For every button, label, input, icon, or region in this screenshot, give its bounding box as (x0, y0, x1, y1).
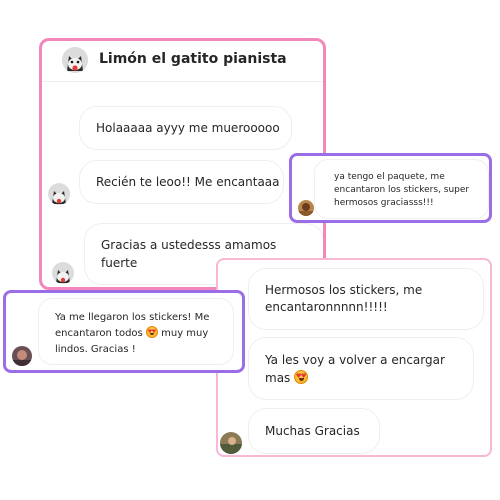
star-struck-emoji (294, 370, 308, 384)
message-bubble (248, 268, 484, 330)
message-text: Muchas Gracias (265, 424, 360, 438)
user-avatar (298, 200, 314, 216)
review-card-bottom-right (216, 258, 492, 457)
message-bubble (314, 159, 489, 219)
message-bubble (248, 408, 380, 454)
chat-header (42, 41, 323, 82)
chat-card (39, 38, 326, 290)
message-text: ya tengo el paquete, me encantaron los stickers, super hermosos graciasss!!! (334, 172, 470, 208)
review-card-top-right (289, 153, 492, 223)
message-text: Ya les voy a volver a encargar mas (265, 353, 445, 385)
message-text: Holaaaaa ayyy me muerooooo (96, 121, 280, 135)
message-text: Gracias a ustedesss amamos fuerte (101, 238, 277, 270)
cat-avatar[interactable] (62, 47, 88, 73)
chat-title[interactable]: Limón el gatito pianista (99, 51, 287, 67)
message-text: Ya me llegaron los stickers! Me encantaron todos (55, 312, 210, 339)
cat-avatar-small (52, 262, 74, 284)
cat-avatar-small (48, 183, 70, 205)
star-struck-emoji (146, 326, 158, 338)
message-text: Recién te leoo!! Me encantaaa (96, 175, 280, 189)
user-avatar (220, 432, 242, 454)
message-bubble (79, 160, 284, 204)
message-bubble (38, 298, 234, 365)
user-avatar (12, 346, 32, 366)
message-bubble (79, 106, 292, 150)
review-card-left (3, 290, 245, 373)
message-text: muy muy lindos. Gracias ! (55, 328, 209, 355)
message-bubble (248, 337, 474, 400)
message-text: Hermosos los stickers, me encantaronnnnn!!!!! (265, 283, 423, 314)
